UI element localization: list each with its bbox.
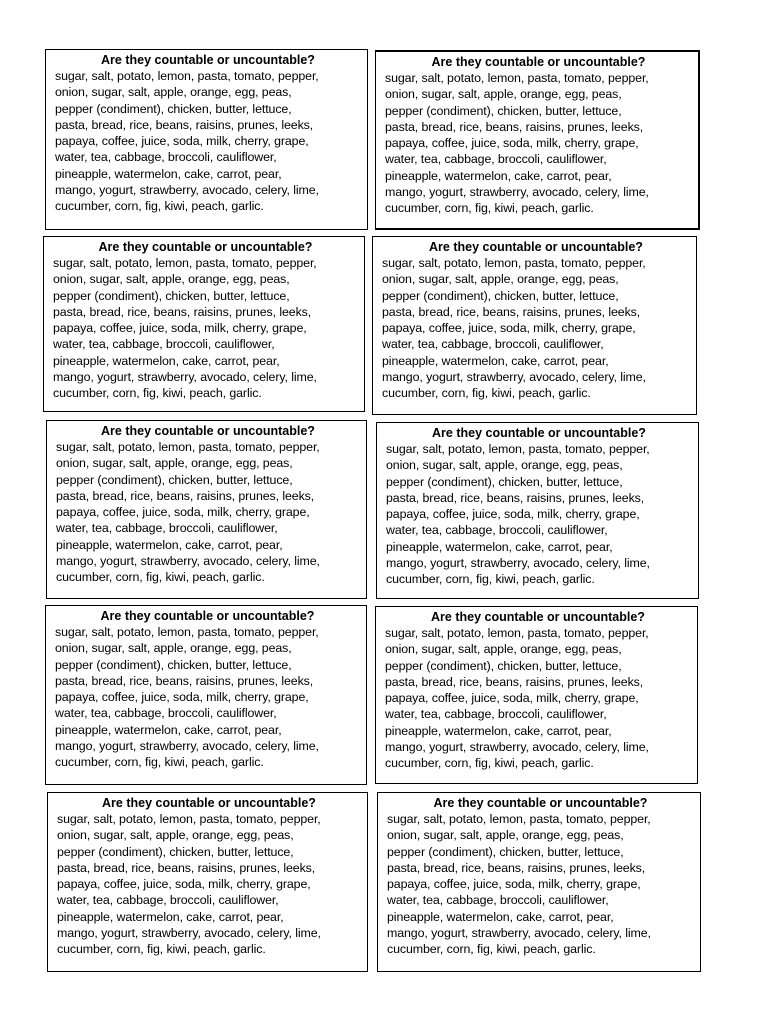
card-word-line: onion, sugar, salt, apple, orange, egg, peas,: [56, 456, 293, 471]
card-word-line: pineapple, watermelon, cake, carrot, pear,: [57, 909, 284, 924]
card-word-line: cucumber, corn, fig, kiwi, peach, garlic.: [55, 199, 264, 214]
card-word-line: sugar, salt, potato, lemon, pasta, tomato, pepper,: [56, 440, 320, 454]
card-word-line: papaya, coffee, juice, soda, milk, cherry, grape,: [382, 321, 636, 336]
card-word-line: papaya, coffee, juice, soda, milk, cherry, grape,: [55, 134, 309, 149]
card-word-line: papaya, coffee, juice, soda, milk, cherry, grape,: [53, 321, 307, 336]
word-card: [43, 236, 365, 412]
card-word-line: mango, yogurt, strawberry, avocado, celery, lime,: [55, 183, 319, 198]
card-word-line: onion, sugar, salt, apple, orange, egg, peas,: [53, 272, 290, 287]
card-word-line: pasta, bread, rice, beans, raisins, prunes, leeks,: [386, 490, 645, 505]
card-word-line: water, tea, cabbage, broccoli, cauliflower,: [55, 706, 277, 721]
word-card: [372, 236, 697, 415]
card-word-line: mango, yogurt, strawberry, avocado, celery, lime,: [57, 926, 321, 941]
card-title: Are they countable or uncountable?: [101, 424, 315, 438]
card-word-line: pineapple, watermelon, cake, carrot, pear,: [55, 722, 282, 737]
card-word-line: mango, yogurt, strawberry, avocado, celery, lime,: [386, 556, 650, 571]
card-word-line: pineapple, watermelon, cake, carrot, pear,: [385, 723, 612, 738]
card-word-line: onion, sugar, salt, apple, orange, egg, peas,: [387, 828, 624, 843]
card-word-line: water, tea, cabbage, broccoli, cauliflower,: [386, 523, 608, 538]
card-word-line: pasta, bread, rice, beans, raisins, prunes, leeks,: [55, 673, 314, 688]
card-word-line: papaya, coffee, juice, soda, milk, cherry, grape,: [55, 690, 309, 705]
card-word-line: pasta, bread, rice, beans, raisins, prunes, leeks,: [57, 860, 316, 875]
card-word-line: pasta, bread, rice, beans, raisins, prunes, leeks,: [385, 119, 644, 134]
word-card: [47, 792, 368, 972]
card-word-line: mango, yogurt, strawberry, avocado, celery, lime,: [53, 370, 317, 385]
card-word-line: pasta, bread, rice, beans, raisins, prunes, leeks,: [385, 674, 644, 689]
card-word-line: water, tea, cabbage, broccoli, cauliflower,: [382, 337, 604, 352]
card-word-line: pineapple, watermelon, cake, carrot, pear,: [56, 537, 283, 552]
card-word-line: papaya, coffee, juice, soda, milk, cherry, grape,: [387, 877, 641, 892]
card-title: Are they countable or uncountable?: [100, 609, 315, 623]
card-word-line: cucumber, corn, fig, kiwi, peach, garlic.: [53, 386, 262, 401]
card-word-line: pepper (condiment), chicken, butter, lettuce,: [385, 658, 622, 673]
card-word-line: water, tea, cabbage, broccoli, cauliflower,: [387, 893, 609, 908]
card-word-line: pepper (condiment), chicken, butter, lettuce,: [57, 844, 294, 859]
card-title: Are they countable or uncountable?: [431, 610, 645, 624]
card-word-line: onion, sugar, salt, apple, orange, egg, peas,: [385, 642, 622, 657]
card-word-line: cucumber, corn, fig, kiwi, peach, garlic.: [385, 756, 594, 771]
word-card: [376, 422, 699, 599]
card-word-line: sugar, salt, potato, lemon, pasta, tomato, pepper,: [387, 812, 651, 826]
card-title: Are they countable or uncountable?: [432, 426, 646, 440]
card-word-line: papaya, coffee, juice, soda, milk, cherry, grape,: [385, 136, 639, 151]
card-title: Are they countable or uncountable?: [433, 796, 648, 810]
word-card: [375, 50, 700, 230]
card-word-line: onion, sugar, salt, apple, orange, egg, peas,: [57, 828, 294, 843]
word-card: [45, 49, 368, 230]
card-word-line: water, tea, cabbage, broccoli, cauliflower,: [385, 152, 607, 167]
card-word-line: pepper (condiment), chicken, butter, lettuce,: [387, 844, 624, 859]
card-word-line: pasta, bread, rice, beans, raisins, prunes, leeks,: [56, 488, 315, 503]
card-title: Are they countable or uncountable?: [102, 796, 316, 810]
card-word-line: cucumber, corn, fig, kiwi, peach, garlic.: [385, 201, 594, 216]
card-word-line: onion, sugar, salt, apple, orange, egg, peas,: [385, 87, 622, 102]
card-word-line: mango, yogurt, strawberry, avocado, celery, lime,: [387, 926, 651, 941]
card-word-line: pineapple, watermelon, cake, carrot, pear,: [386, 539, 613, 554]
word-card: [377, 792, 701, 972]
card-word-line: pepper (condiment), chicken, butter, lettuce,: [56, 472, 293, 487]
card-word-line: cucumber, corn, fig, kiwi, peach, garlic.: [382, 386, 591, 401]
card-word-line: pineapple, watermelon, cake, carrot, pear,: [55, 166, 282, 181]
card-word-line: mango, yogurt, strawberry, avocado, celery, lime,: [385, 740, 649, 755]
card-word-line: water, tea, cabbage, broccoli, cauliflower,: [57, 893, 279, 908]
word-card: [46, 420, 367, 599]
card-word-line: cucumber, corn, fig, kiwi, peach, garlic.: [387, 942, 596, 957]
card-word-line: pepper (condiment), chicken, butter, lettuce,: [55, 657, 292, 672]
card-word-line: pineapple, watermelon, cake, carrot, pear,: [387, 909, 614, 924]
card-word-line: water, tea, cabbage, broccoli, cauliflower,: [55, 150, 277, 165]
card-word-line: pepper (condiment), chicken, butter, lettuce,: [386, 474, 623, 489]
card-word-line: water, tea, cabbage, broccoli, cauliflower,: [56, 521, 278, 536]
card-word-line: sugar, salt, potato, lemon, pasta, tomato, pepper,: [386, 442, 650, 456]
card-word-line: cucumber, corn, fig, kiwi, peach, garlic.: [386, 572, 595, 587]
card-word-line: cucumber, corn, fig, kiwi, peach, garlic.: [56, 570, 265, 585]
card-word-line: pepper (condiment), chicken, butter, lettuce,: [53, 288, 290, 303]
card-word-line: pineapple, watermelon, cake, carrot, pear,: [385, 168, 612, 183]
card-word-line: papaya, coffee, juice, soda, milk, cherry, grape,: [385, 691, 639, 706]
card-word-line: water, tea, cabbage, broccoli, cauliflower,: [53, 337, 275, 352]
card-word-line: mango, yogurt, strawberry, avocado, celery, lime,: [382, 370, 646, 385]
card-word-line: sugar, salt, potato, lemon, pasta, tomato, pepper,: [57, 812, 321, 826]
card-word-line: cucumber, corn, fig, kiwi, peach, garlic.: [55, 755, 264, 770]
card-word-line: pasta, bread, rice, beans, raisins, prunes, leeks,: [55, 117, 314, 132]
card-title: Are they countable or uncountable?: [101, 53, 315, 67]
card-word-line: papaya, coffee, juice, soda, milk, cherry, grape,: [57, 877, 311, 892]
card-word-line: onion, sugar, salt, apple, orange, egg, peas,: [55, 641, 292, 656]
card-word-line: pepper (condiment), chicken, butter, lettuce,: [382, 288, 619, 303]
word-card: [375, 606, 698, 784]
card-word-line: sugar, salt, potato, lemon, pasta, tomato, pepper,: [53, 256, 317, 270]
card-word-line: pepper (condiment), chicken, butter, lettuce,: [55, 101, 292, 116]
card-word-line: pineapple, watermelon, cake, carrot, pear,: [53, 353, 280, 368]
card-word-line: onion, sugar, salt, apple, orange, egg, peas,: [55, 85, 292, 100]
card-word-line: papaya, coffee, juice, soda, milk, cherry, grape,: [56, 505, 310, 520]
card-title: Are they countable or uncountable?: [429, 240, 643, 254]
card-word-line: pasta, bread, rice, beans, raisins, prunes, leeks,: [387, 860, 646, 875]
card-word-line: mango, yogurt, strawberry, avocado, celery, lime,: [55, 739, 319, 754]
card-title: Are they countable or uncountable?: [98, 240, 313, 254]
card-word-line: mango, yogurt, strawberry, avocado, celery, lime,: [56, 554, 320, 569]
card-word-line: onion, sugar, salt, apple, orange, egg, peas,: [382, 272, 619, 287]
card-word-line: sugar, salt, potato, lemon, pasta, tomato, pepper,: [385, 626, 649, 640]
card-word-line: pasta, bread, rice, beans, raisins, prunes, leeks,: [382, 304, 641, 319]
card-word-line: onion, sugar, salt, apple, orange, egg, peas,: [386, 458, 623, 473]
card-title: Are they countable or uncountable?: [431, 55, 646, 69]
card-word-line: pineapple, watermelon, cake, carrot, pear,: [382, 353, 609, 368]
card-word-line: pepper (condiment), chicken, butter, lettuce,: [385, 103, 622, 118]
card-word-line: sugar, salt, potato, lemon, pasta, tomato, pepper,: [55, 625, 319, 639]
card-word-line: water, tea, cabbage, broccoli, cauliflower,: [385, 707, 607, 722]
word-card: [45, 605, 367, 785]
card-word-line: sugar, salt, potato, lemon, pasta, tomato, pepper,: [382, 256, 646, 270]
card-word-line: cucumber, corn, fig, kiwi, peach, garlic.: [57, 942, 266, 957]
card-word-line: sugar, salt, potato, lemon, pasta, tomato, pepper,: [55, 69, 319, 83]
card-word-line: mango, yogurt, strawberry, avocado, celery, lime,: [385, 185, 649, 200]
card-word-line: papaya, coffee, juice, soda, milk, cherry, grape,: [386, 507, 640, 522]
card-word-line: sugar, salt, potato, lemon, pasta, tomato, pepper,: [385, 71, 649, 85]
card-word-line: pasta, bread, rice, beans, raisins, prunes, leeks,: [53, 304, 312, 319]
